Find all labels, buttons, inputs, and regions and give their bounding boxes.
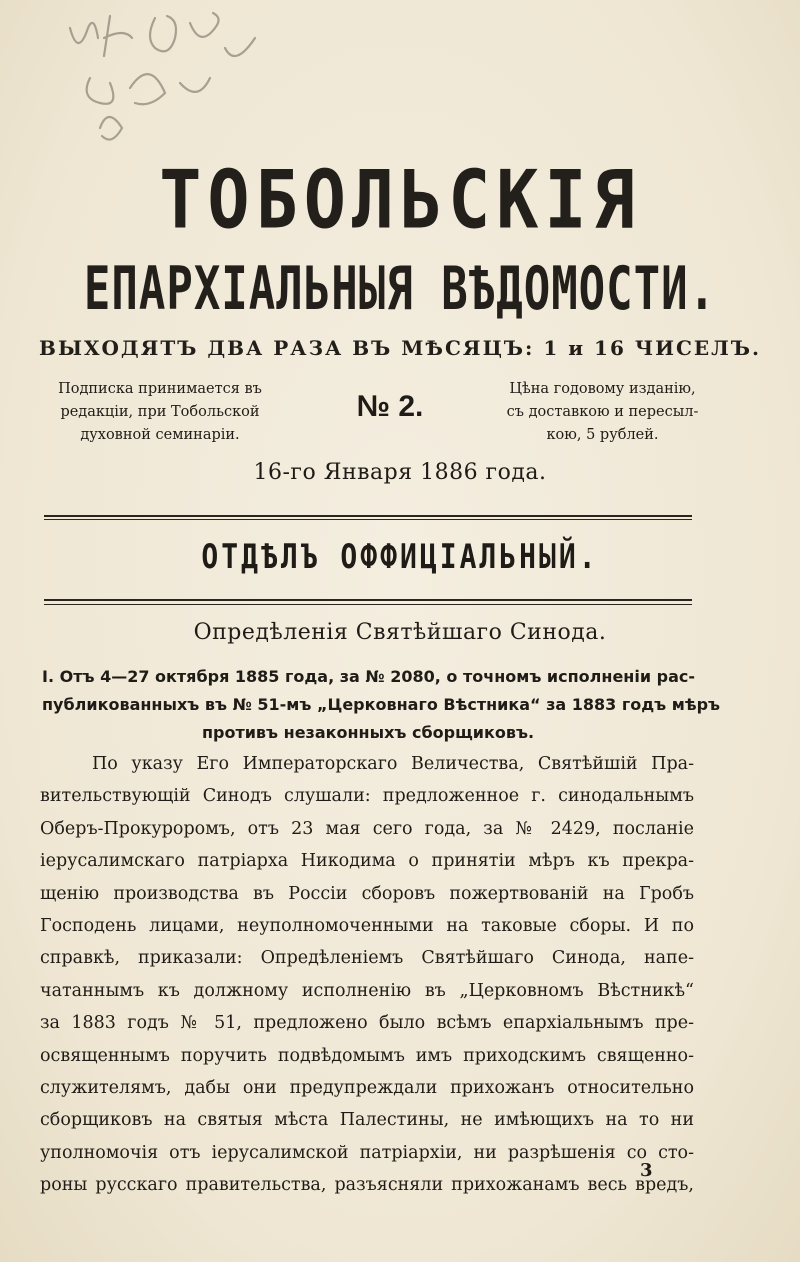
decree-title-line: противъ незаконныхъ сборщиковъ. bbox=[201, 723, 535, 742]
decree-title bbox=[42, 663, 721, 747]
body-line: іерусалимскаго патріарха Никодима о принятіи мѣръ къ прекра- bbox=[40, 851, 694, 872]
body-line: Оберъ-Прокуроромъ, отъ 23 мая сего года, за № 2429, посланіе bbox=[40, 818, 694, 839]
body-line: По указу Его Императорскаго Величества, Святѣйшій Пра- bbox=[92, 754, 694, 774]
issue-date: 16-го Января 1886 года. bbox=[253, 460, 547, 485]
body-line: освященнымъ поручить подвѣдомымъ имъ приходскимъ священно- bbox=[40, 1045, 694, 1066]
body-line: Господень лицами, неуполномоченными на таковые сборы. И по bbox=[40, 916, 694, 937]
body-line: чатаннымъ къ должному исполненію въ „Церковномъ Вѣстникѣ“ bbox=[40, 980, 694, 1001]
body-line: щенію производства въ Россіи сборовъ пожертвованій на Гробъ bbox=[40, 883, 694, 904]
subscription-line: Подписка принимается въ bbox=[58, 381, 262, 397]
issue-number: № 2. bbox=[356, 390, 424, 423]
handwritten-pencil-notes bbox=[60, 8, 280, 158]
subscription-line: редакціи, при Тобольской bbox=[60, 404, 260, 420]
body-line: уполномочія отъ іерусалимской патріархіи, ни разрѣшенія со сто- bbox=[40, 1142, 694, 1163]
page-number: 3 bbox=[640, 1160, 653, 1181]
body-line: служителямъ, дабы они предупреждали прихожанъ относительно bbox=[40, 1078, 694, 1099]
subscription-info bbox=[40, 378, 280, 447]
price-line: съ доставкою и пересыл- bbox=[506, 404, 699, 420]
divider-rule bbox=[44, 519, 692, 520]
divider-rule bbox=[44, 604, 692, 605]
divider-rule bbox=[44, 599, 692, 601]
price-line: Цѣна годовому изданію, bbox=[509, 381, 696, 397]
divider-rule bbox=[44, 515, 692, 517]
body-line: за 1883 годъ № 51, предложено было всѣмъ епархіальнымъ пре- bbox=[40, 1013, 694, 1034]
price-line: кою, 5 рублей. bbox=[546, 427, 659, 443]
masthead-title: ТОБОЛЬСКІЯ bbox=[159, 152, 641, 248]
subscription-line: духовной семинаріи. bbox=[80, 427, 240, 443]
masthead-subtitle: ЕПАРХІАЛЬНЫЯ ВѢДОМОСТИ. bbox=[83, 254, 717, 324]
article-body bbox=[40, 748, 694, 1202]
body-line: сборщиковъ на святыя мѣста Палестины, не имѣющихъ на то ни bbox=[40, 1110, 694, 1131]
body-line: справкѣ, приказали: Опредѣленіемъ Святѣйшаго Синода, напе- bbox=[40, 948, 694, 969]
article-heading: Опредѣленія Святѣйшаго Синода. bbox=[193, 620, 607, 645]
publication-frequency: ВЫХОДЯТЪ ДВА РАЗА ВЪ МѢСЯЦЪ: 1 и 16 ЧИСЕЛЪ. bbox=[39, 336, 761, 360]
body-line: роны русскаго правительства, разъясняли прихожанамъ весь вредъ, bbox=[40, 1175, 694, 1196]
decree-title-line: I. Отъ 4—27 октября 1885 года, за № 2080, о точномъ исполненіи рас- bbox=[42, 667, 695, 686]
decree-title-line: публикованныхъ въ № 51-мъ „Церковнаго Вѣстника“ за 1883 годъ мѣръ bbox=[42, 695, 721, 714]
body-line: вительствующій Синодъ слушали: предложенное г. синодальнымъ bbox=[40, 786, 694, 807]
section-title: ОТДѢЛЪ ОФФИЦІАЛЬНЫЙ. bbox=[201, 536, 599, 577]
price-info bbox=[470, 378, 735, 447]
